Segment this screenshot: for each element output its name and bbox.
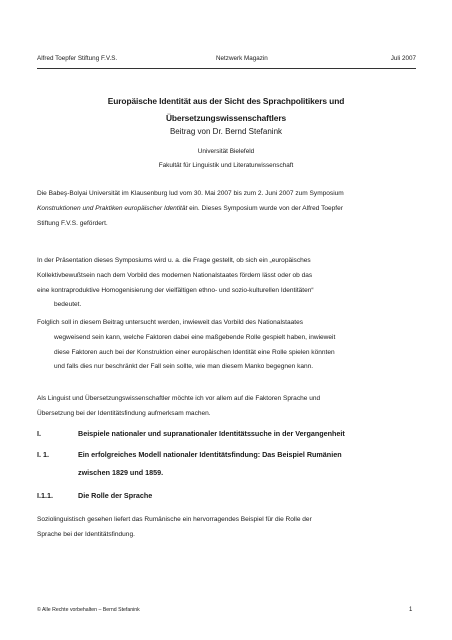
paragraph-linguist bbox=[37, 392, 422, 422]
paragraph-line: bedeutet. bbox=[54, 301, 82, 309]
paragraph-line: Als Linguist und Übersetzungswissenschaftler möchte ich vor allem auf die Faktoren Sprache und bbox=[37, 395, 321, 402]
paragraph-presentation bbox=[37, 254, 422, 313]
paragraph-line: diese Faktoren auch bei der Konstruktion einer europäischen Identität eine Rolle spielen könnten bbox=[54, 348, 335, 356]
footer-copyright: © Alle Rechte vorbehalten – Bernd Stefanink bbox=[37, 607, 140, 613]
intro-line: Die Babeş-Bolyai Universität im Klausenburg lud vom 30. Mai 2007 bis zum 2. Juni 2007 zum Symposium bbox=[37, 190, 344, 197]
paragraph-line: Soziolinguistisch gesehen liefert das Rumänische ein hervorragendes Beispiel für die Rolle der bbox=[37, 516, 312, 523]
paragraph-sociolinguistics bbox=[37, 513, 422, 543]
paragraph-line: Übersetzung bei der Identitätsfindung aufmerksam machen. bbox=[37, 409, 211, 417]
page-number: 1 bbox=[409, 607, 413, 613]
affiliation-faculty: Fakultät für Linguistik und Literaturwissenschaft bbox=[158, 162, 294, 169]
article-title-line2: Übersetzungswissenschaftlers bbox=[165, 113, 287, 123]
paragraph-line: und falls dies nur beschränkt der Fall sein sollte, wie man diesem Manko begegnen kann. bbox=[54, 363, 314, 371]
intro-line: Stiftung F.V.S. gefördert. bbox=[37, 219, 108, 227]
article-title-line1: Europäische Identität aus der Sicht des Sprachpolitikers und bbox=[107, 96, 345, 106]
intro-line-rest: ein. Dieses Symposium wurde von der Alfred Toepfer bbox=[187, 204, 343, 212]
running-header bbox=[37, 55, 416, 67]
header-rule bbox=[37, 68, 416, 69]
paragraph-aim bbox=[37, 316, 422, 375]
paragraph-line: Sprache bei der Identitätsfindung. bbox=[37, 530, 135, 538]
article-byline: Beitrag von Dr. Bernd Stefanink bbox=[169, 127, 283, 136]
affiliation-university: Universität Bielefeld bbox=[197, 148, 255, 155]
paragraph-line: In der Präsentation dieses Symposiums wird u. a. die Frage gestellt, ob sich ein „europäisches bbox=[37, 257, 311, 264]
header-date: Juli 2007 bbox=[390, 55, 416, 62]
section-1-1-title-cont: zwischen 1829 und 1859. bbox=[78, 468, 164, 477]
section-1-1-1-title: Die Rolle der Sprache bbox=[78, 491, 153, 500]
intro-paragraph bbox=[37, 187, 422, 231]
intro-line bbox=[37, 202, 422, 217]
paragraph-line: eine kontraproduktive Homogenisierung der vielfältigen ethno- und sozio-kulturellen Identitäten“ bbox=[37, 286, 314, 294]
header-organization: Alfred Toepfer Stiftung F.V.S. bbox=[37, 55, 118, 62]
section-1-title: Beispiele nationaler und supranationaler Identitätssuche in der Vergangenheit bbox=[78, 429, 345, 438]
paragraph-line: Folglich soll in diesem Beitrag untersucht werden, inwieweit das Vorbild des Nationalstaates bbox=[37, 319, 304, 326]
section-1-1-1-number: I.1.1. bbox=[37, 491, 53, 500]
section-1-1-number: I. 1. bbox=[37, 450, 49, 459]
symposium-title: Konstruktionen und Praktiken europäischer Identität bbox=[37, 204, 188, 212]
header-magazine: Netzwerk Magazin bbox=[216, 55, 268, 62]
section-1-1-title: Ein erfolgreiches Modell nationaler Identitätsfindung: Das Beispiel Rumänien bbox=[78, 450, 342, 459]
section-1-number: I. bbox=[37, 429, 41, 438]
paragraph-line: Kollektivbewußtsein nach dem Vorbild des modernen Nationalstaates fördern lässt oder ob das bbox=[37, 271, 313, 279]
paragraph-line: wegweisend sein kann, welche Faktoren dabei eine maßgebende Rolle gespielt haben, inwieweit bbox=[54, 333, 336, 341]
